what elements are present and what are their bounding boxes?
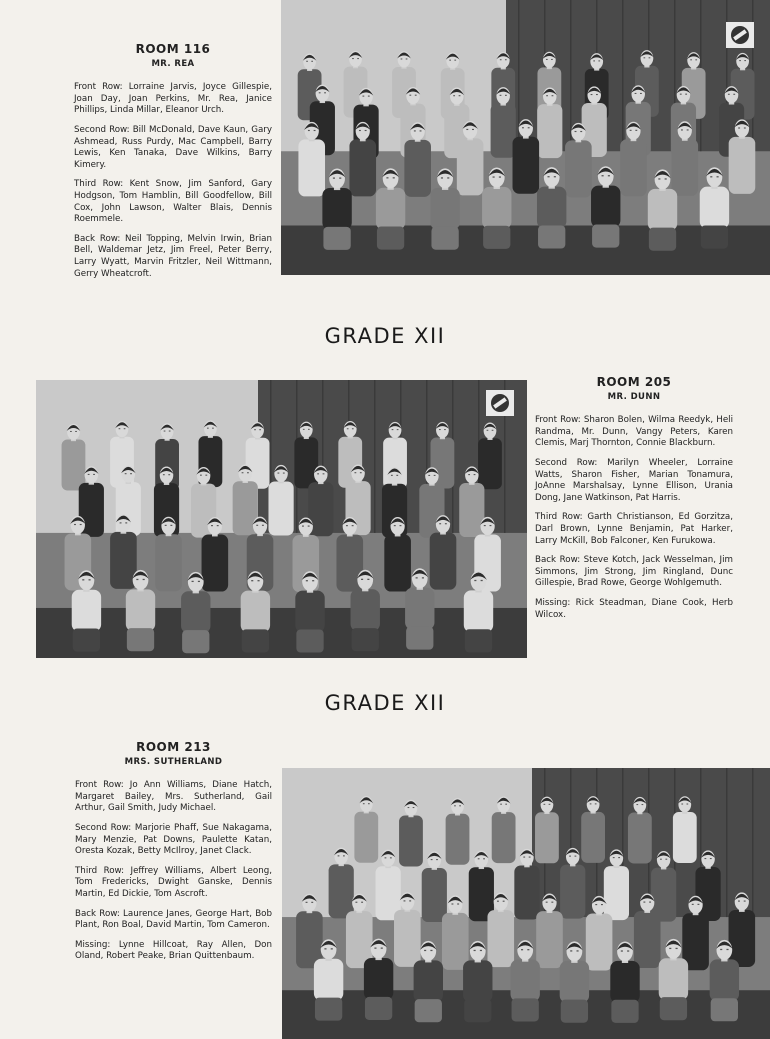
teacher-name: MRS. SUTHERLAND xyxy=(124,756,223,767)
class-photo-room-205 xyxy=(36,380,527,658)
back-row-names: Back Row: Laurence Janes, George Hart, Bob Plant, Ron Boal, David Martin, Tom Cameron. xyxy=(75,908,272,931)
back-row-names: Back Row: Steve Kotch, Jack Wesselman, Jim Simmons, Jim Strong, Jim Ringland, Dunc Gillespie, Brad Rowe, George Wohlgemuth. xyxy=(535,555,733,589)
second-row-names: Second Row: Bill McDonald, Dave Kaun, Gary Ashmead, Russ Purdy, Mac Campbell, Barry Lewis, Ken Tanaka, Dave Wilkins, Barry Kimery. xyxy=(74,124,272,170)
back-row-names: Back Row: Neil Topping, Melvin Irwin, Brian Bell, Waldemar Jetz, Jim Freel, Peter Berry, Larry Wyatt, Marvin Fritzler, Neil Wittmann, Gerry Wheatcroft. xyxy=(74,233,272,279)
third-row-names: Third Row: Garth Christianson, Ed Gorzitza, Darl Brown, Lynne Benjamin, Pat Harker, Larry McKill, Bob Falconer, Ken Furukowa. xyxy=(535,512,733,546)
front-row-names: Front Row: Lorraine Jarvis, Joyce Gillespie, Joan Day, Joan Perkins, Mr. Rea, Janice Phillips, Linda Millar, Eleanor Urch. xyxy=(74,82,272,116)
missing-names: Missing: Lynne Hillcoat, Ray Allen, Don Oland, Robert Peake, Brian Quittenbaum. xyxy=(75,939,272,962)
teacher-name: MR. REA xyxy=(151,58,195,69)
second-row-names: Second Row: Marilyn Wheeler, Lorraine Watts, Sharon Fisher, Marian Tonamura, JoAnne Marshalsay, Lynne Ellison, Urania Dong, Jane Watkinson, Pat Harris. xyxy=(535,457,733,503)
caption-room-205 xyxy=(535,377,733,629)
caption-room-213 xyxy=(75,742,272,971)
third-row-names: Third Row: Jeffrey Williams, Albert Leong, Tom Fredericks, Dwight Ganske, Dennis Martin, Ed Dickie, Tom Ascroft. xyxy=(75,865,272,899)
room-title: ROOM 116 xyxy=(135,42,211,56)
teacher-name: MR. DUNN xyxy=(607,391,661,402)
grade-heading: GRADE XII xyxy=(324,691,446,715)
grade-heading: GRADE XII xyxy=(324,324,446,348)
front-row-names: Front Row: Sharon Bolen, Wilma Reedyk, Heli Randma, Mr. Dunn, Vangy Peters, Karen Clemis, Marj Thornton, Connie Blackburn. xyxy=(535,415,733,449)
third-row-names: Third Row: Kent Snow, Jim Sanford, Gary Hodgson, Tom Hamblin, Bill Goodfellow, Bill Cox, John Lawson, Walter Blais, Dennis Roemmele. xyxy=(74,179,272,225)
room-title: ROOM 213 xyxy=(136,740,211,754)
caption-room-116 xyxy=(74,44,272,288)
second-row-names: Second Row: Marjorie Phaff, Sue Nakagama, Mary Menzie, Pat Downs, Paulette Katan, Oresta Kozak, Betty McIlroy, Janet Clack. xyxy=(75,822,272,857)
room-title: ROOM 205 xyxy=(596,375,672,389)
missing-names: Missing: Rick Steadman, Diane Cook, Herb Wilcox. xyxy=(535,597,733,620)
class-photo-room-116 xyxy=(281,0,770,275)
class-photo-room-213 xyxy=(282,768,770,1039)
front-row-names: Front Row: Jo Ann Williams, Diane Hatch, Margaret Bailey, Mrs. Sutherland, Gail Arthur, Gail Smith, Judy Michael. xyxy=(75,780,272,814)
